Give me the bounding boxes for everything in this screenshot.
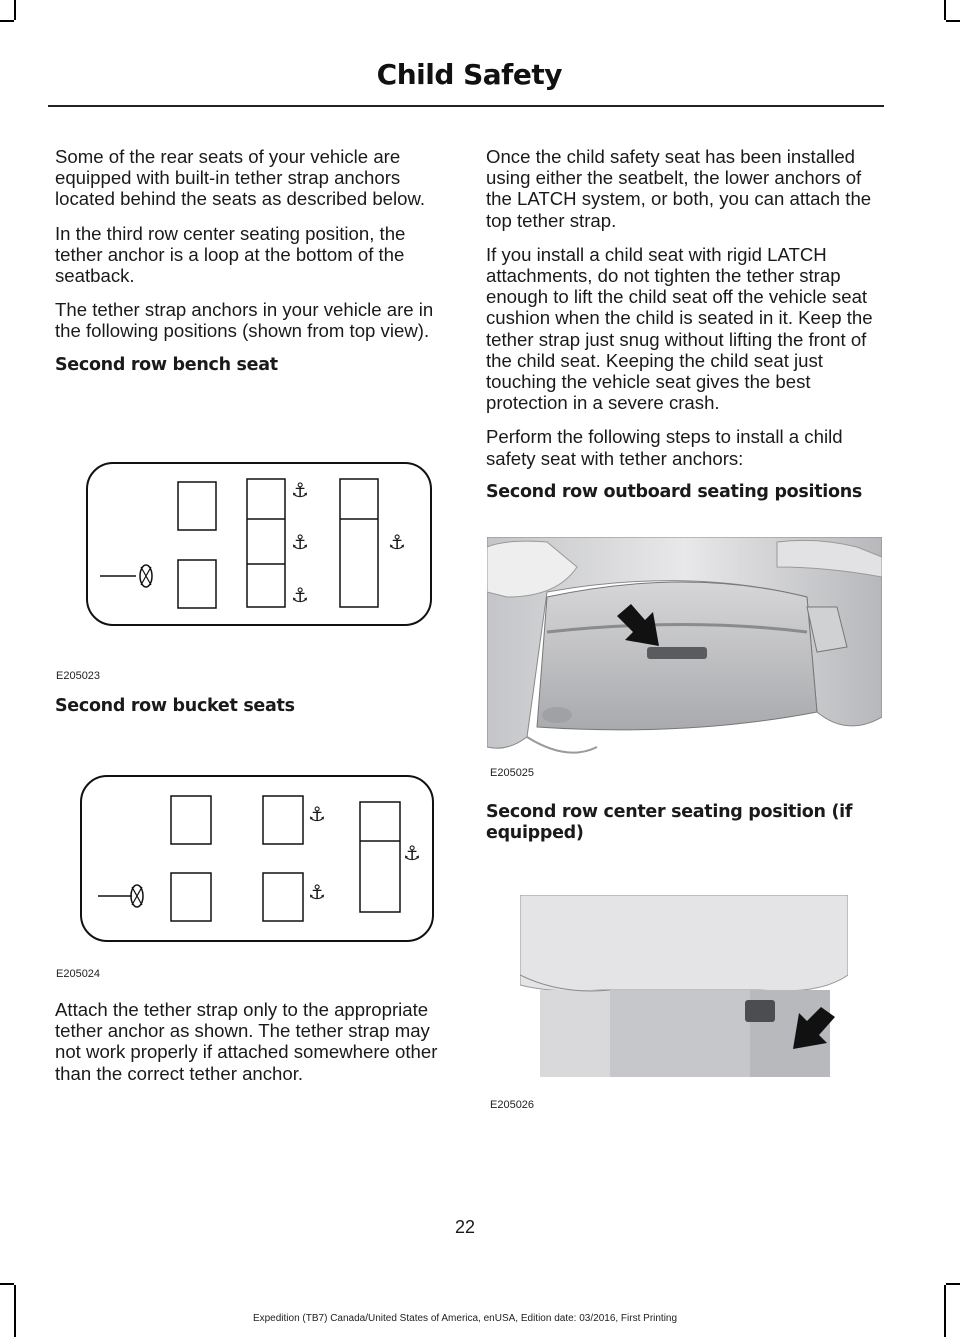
arrow-pointer-icon	[615, 602, 663, 655]
left-column	[55, 146, 450, 376]
header-divider	[48, 105, 884, 107]
page-title: Child Safety	[376, 58, 562, 91]
crop-mark	[946, 20, 960, 22]
crop-mark	[944, 0, 946, 20]
figure-code: E205023	[56, 670, 101, 682]
paragraph: Once the child safety seat has been installed using either the seatbelt, the lower anchors of the LATCH system, or both, you can attach the top tether strap.	[486, 146, 872, 231]
anchor-icon: ⚓	[291, 585, 309, 607]
paragraph: If you install a child seat with rigid LATCH attachments, do not tighten the tether strap enough to lift the child seat off the vehicle seat cushion when the child is seated in it. Keep the tether strap just snug without lifting the front of the child seat. Keeping the child seat just touching the vehicle seat gives the best protection in a severe crash.	[486, 243, 873, 414]
figure-code: E205024	[56, 968, 101, 980]
bucket-seats-diagram	[80, 775, 434, 942]
anchor-icon: ⚓	[291, 532, 309, 554]
paragraph: In the third row center seating position, the tether anchor is a loop at the bottom of the seatback.	[55, 222, 406, 287]
crop-mark	[0, 20, 14, 22]
crop-mark	[14, 1285, 16, 1337]
anchor-icon: ⚓	[308, 882, 326, 904]
arrow-pointer-icon	[791, 1005, 837, 1056]
section-heading-center: Second row center seating position (if equipped)	[486, 802, 853, 843]
crop-mark	[944, 1285, 946, 1337]
figure-code: E205025	[490, 767, 535, 779]
paragraph: Attach the tether strap only to the appropriate tether anchor as shown. The tether strap may not work properly if attached somewhere other than the correct tether anchor.	[55, 999, 438, 1084]
footer-text: Expedition (TB7) Canada/United States of America, enUSA, Edition date: 03/2016, First Printing	[252, 1313, 678, 1324]
crop-mark	[14, 0, 16, 20]
bench-seat-diagram	[86, 462, 432, 626]
paragraph: The tether strap anchors in your vehicle are in the following positions (shown from top view).	[55, 299, 434, 342]
right-column	[486, 146, 881, 503]
crop-mark	[0, 1283, 14, 1285]
anchor-icon: ⚓	[388, 532, 406, 554]
figure-code: E205026	[490, 1099, 535, 1111]
crop-mark	[946, 1283, 960, 1285]
anchor-icon: ⚓	[403, 843, 421, 865]
paragraph: Perform the following steps to install a child safety seat with tether anchors:	[486, 426, 843, 469]
section-heading-bench: Second row bench seat	[55, 354, 278, 375]
section-heading-outboard: Second row outboard seating positions	[486, 481, 862, 502]
page-number: 22	[454, 1217, 476, 1237]
outboard-seat-illustration	[487, 537, 882, 777]
paragraph: Some of the rear seats of your vehicle are equipped with built-in tether strap anchors located behind the seats as described below.	[55, 146, 426, 210]
section-heading-bucket: Second row bucket seats	[55, 696, 295, 716]
anchor-icon: ⚓	[308, 804, 326, 826]
anchor-icon: ⚓	[291, 480, 309, 502]
